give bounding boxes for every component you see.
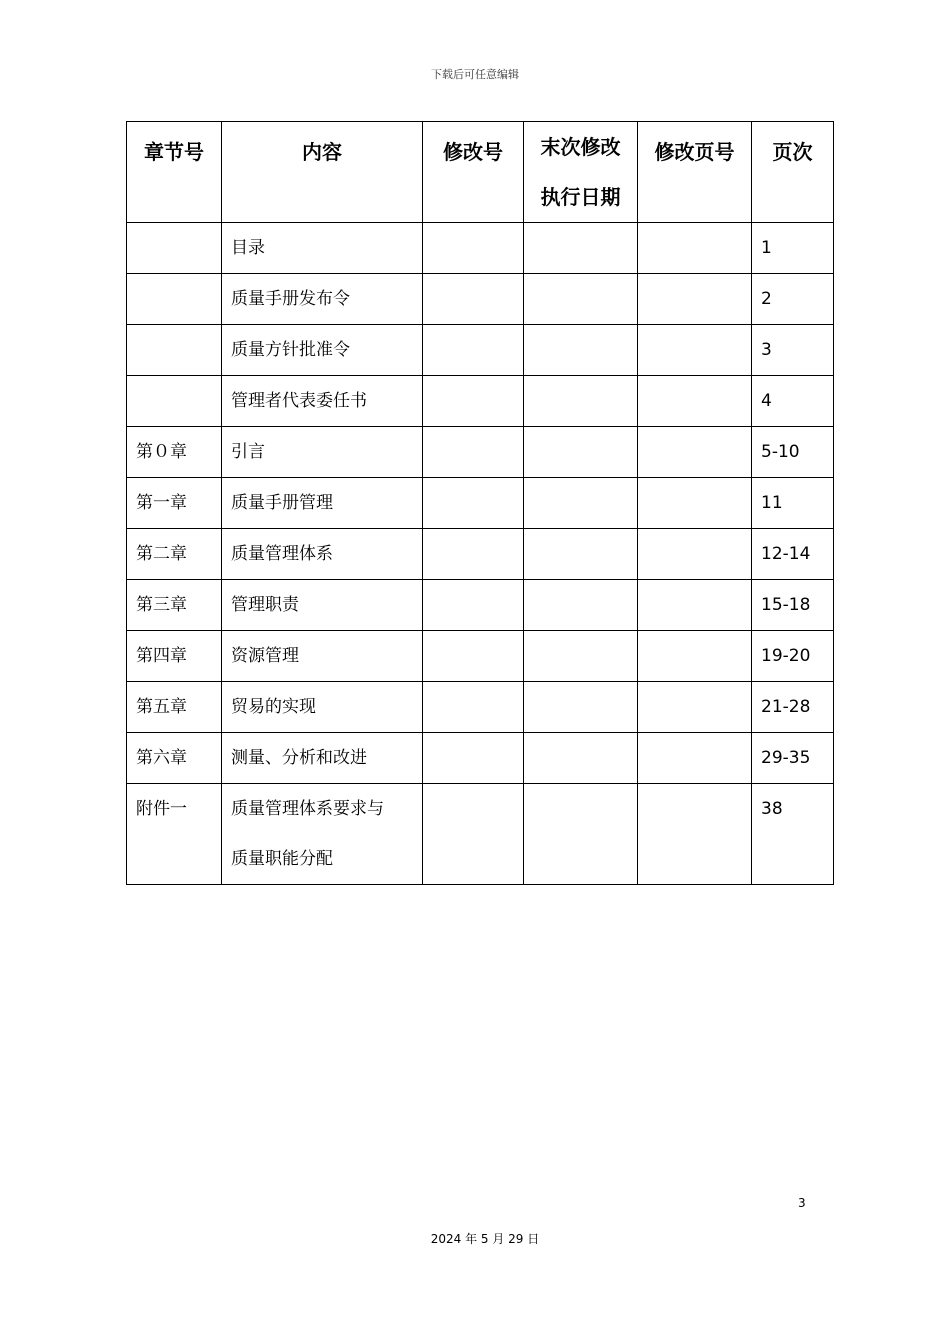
cell-page: 19-20 <box>752 631 834 682</box>
cell-revision-date <box>524 580 638 631</box>
cell-chapter <box>127 274 222 325</box>
cell-revision-no <box>423 325 524 376</box>
cell-content: 质量手册发布令 <box>222 274 423 325</box>
table-row <box>127 274 834 325</box>
cell-revision-date <box>524 427 638 478</box>
cell-content: 管理职责 <box>222 580 423 631</box>
cell-content: 管理者代表委任书 <box>222 376 423 427</box>
header-content: 内容 <box>222 122 423 223</box>
cell-revision-page <box>638 274 752 325</box>
table-row <box>127 376 834 427</box>
cell-page: 5-10 <box>752 427 834 478</box>
cell-revision-date <box>524 529 638 580</box>
cell-revision-page <box>638 631 752 682</box>
revision-toc-table <box>126 121 834 885</box>
cell-revision-no <box>423 784 524 885</box>
cell-content-line1: 质量管理体系要求与 <box>231 799 384 819</box>
cell-page: 1 <box>752 223 834 274</box>
cell-revision-page <box>638 427 752 478</box>
table-row <box>127 733 834 784</box>
header-last-revision-date-line2: 执行日期 <box>540 185 621 209</box>
header-last-revision-date <box>524 122 638 223</box>
cell-chapter: 第０章 <box>127 427 222 478</box>
cell-content: 目录 <box>222 223 423 274</box>
cell-revision-page <box>638 376 752 427</box>
cell-revision-date <box>524 682 638 733</box>
table-row <box>127 325 834 376</box>
cell-chapter <box>127 223 222 274</box>
cell-chapter <box>127 376 222 427</box>
cell-page: 3 <box>752 325 834 376</box>
table-row <box>127 682 834 733</box>
cell-chapter: 第六章 <box>127 733 222 784</box>
cell-revision-date <box>524 733 638 784</box>
cell-page: 12-14 <box>752 529 834 580</box>
cell-revision-page <box>638 478 752 529</box>
cell-revision-no <box>423 223 524 274</box>
cell-revision-date <box>524 223 638 274</box>
cell-revision-date <box>524 376 638 427</box>
cell-revision-no <box>423 274 524 325</box>
cell-content: 引言 <box>222 427 423 478</box>
table-row <box>127 631 834 682</box>
header-note: 下载后可任意编辑 <box>431 68 519 81</box>
cell-page: 15-18 <box>752 580 834 631</box>
table-row <box>127 478 834 529</box>
cell-revision-no <box>423 682 524 733</box>
cell-content: 质量手册管理 <box>222 478 423 529</box>
cell-content-line2: 质量职能分配 <box>231 849 333 869</box>
cell-revision-page <box>638 784 752 885</box>
header-revision-page: 修改页号 <box>638 122 752 223</box>
cell-chapter: 附件一 <box>127 784 222 885</box>
table-row <box>127 580 834 631</box>
cell-chapter: 第一章 <box>127 478 222 529</box>
cell-revision-page <box>638 529 752 580</box>
cell-content: 质量管理体系 <box>222 529 423 580</box>
cell-revision-page <box>638 682 752 733</box>
cell-revision-no <box>423 427 524 478</box>
footer-date: 2024 年 5 月 29 日 <box>430 1232 540 1246</box>
cell-revision-page <box>638 580 752 631</box>
cell-content: 贸易的实现 <box>222 682 423 733</box>
cell-page: 38 <box>752 784 834 885</box>
cell-content <box>222 784 423 885</box>
page-number: 3 <box>798 1196 806 1210</box>
cell-page: 11 <box>752 478 834 529</box>
table-row <box>127 427 834 478</box>
cell-page: 29-35 <box>752 733 834 784</box>
cell-page: 4 <box>752 376 834 427</box>
header-last-revision-date-line1: 末次修改 <box>540 135 621 159</box>
table-row <box>127 784 834 885</box>
cell-revision-no <box>423 580 524 631</box>
header-revision-no: 修改号 <box>423 122 524 223</box>
table-header-row <box>127 122 834 223</box>
cell-revision-no <box>423 529 524 580</box>
table-row <box>127 529 834 580</box>
header-page: 页次 <box>752 122 834 223</box>
cell-revision-no <box>423 631 524 682</box>
cell-revision-no <box>423 733 524 784</box>
cell-revision-date <box>524 784 638 885</box>
cell-revision-page <box>638 733 752 784</box>
cell-revision-date <box>524 274 638 325</box>
cell-revision-no <box>423 376 524 427</box>
cell-chapter: 第五章 <box>127 682 222 733</box>
cell-chapter: 第三章 <box>127 580 222 631</box>
header-chapter: 章节号 <box>127 122 222 223</box>
cell-chapter: 第二章 <box>127 529 222 580</box>
table-row <box>127 223 834 274</box>
cell-page: 2 <box>752 274 834 325</box>
cell-page: 21-28 <box>752 682 834 733</box>
cell-chapter: 第四章 <box>127 631 222 682</box>
cell-revision-date <box>524 631 638 682</box>
cell-revision-page <box>638 325 752 376</box>
cell-content: 资源管理 <box>222 631 423 682</box>
cell-content: 质量方针批准令 <box>222 325 423 376</box>
cell-revision-no <box>423 478 524 529</box>
cell-chapter <box>127 325 222 376</box>
cell-content: 测量、分析和改进 <box>222 733 423 784</box>
cell-revision-date <box>524 325 638 376</box>
cell-revision-date <box>524 478 638 529</box>
cell-revision-page <box>638 223 752 274</box>
